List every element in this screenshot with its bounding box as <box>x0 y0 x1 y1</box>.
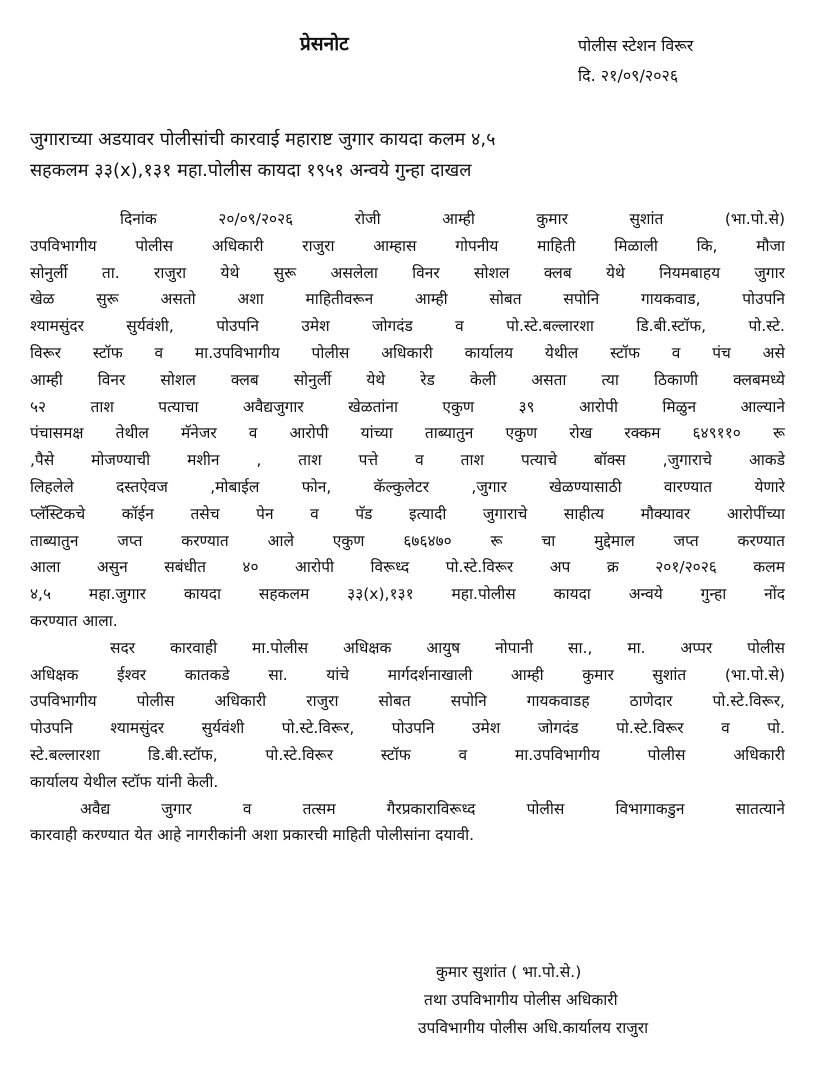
body-line: ५२ ताश पत्याचा अवैद्यजुगार खेळतांना एकुण ३९ आरोपी मिळुन आल्याने <box>30 397 785 416</box>
signatory-name: कुमार सुशांत ( भा.पो.से.) <box>436 963 582 981</box>
body-line: श्यामसुंदर सुर्यवंशी, पोउपनि उमेश जोगदंड व पो.स्टे.बल्लारशा डि.बी.स्टॉफ, पो.स्टे. <box>30 317 785 336</box>
body-line: ताब्यातुन जप्त करण्यात आले एकुण ६७६४७० रू चा मुद्देमाल जप्त करण्यात <box>30 531 785 550</box>
date-label: दि. २१/०९/२०२६ <box>578 66 679 85</box>
paragraph-3 <box>30 796 785 850</box>
headline <box>30 124 785 186</box>
body-line: पंचासमक्ष तेथील मॅनेजर व आरोपी यांच्या ताब्यातुन एकुण रोख रक्कम ६४९११० रू <box>30 424 785 443</box>
body-line: विरूर स्टॉफ व मा.उपविभागीय पोलीस अधिकारी कार्यालय येथील स्टॉफ व पंच असे <box>30 343 785 362</box>
body-line: कार्यालय येथील स्टॉफ यांनी केली. <box>30 772 219 791</box>
body-text <box>30 206 785 849</box>
body-line: सोनुर्ली ता. राजुरा येथे सुरू असलेला विनर सोशल क्लब येथे नियमबाहय जुगार <box>30 263 785 282</box>
signature-block <box>418 958 648 1042</box>
paragraph-2 <box>30 635 785 796</box>
body-line: आला असुन सबंधीत ४० आरोपी विरूध्द पो.स्टे.विरूर अप क्र २०१/२०२६ कलम <box>30 558 785 577</box>
body-line: दिनांक २०/०९/२०२६ रोजी आम्ही कुमार सुशांत (भा.पो.से) <box>120 210 785 228</box>
body-line: पोउपनि श्यामसुंदर सुर्यवंशी पो.स्टे.विरूर, पोउपनि उमेश जोगदंड पो.स्टे.विरूर व पो. <box>30 719 785 738</box>
body-line: स्टे.बल्लारशा डि.बी.स्टॉफ, पो.स्टे.विरूर स्टॉफ व मा.उपविभागीय पोलीस अधिकारी <box>30 745 785 764</box>
body-line: प्लॅस्टिकचे कॉईन तसेच पेन व पॅड इत्यादी जुगाराचे साहीत्य मौक्यावर आरोपींच्या <box>30 504 785 523</box>
body-line: आम्ही विनर सोशल क्लब सोनुर्ली येथे रेड केली असता त्या ठिकाणी क्लबमध्ये <box>30 370 785 389</box>
body-line: अवैद्य जुगार व तत्सम गैरप्रकाराविरूध्द पोलीस विभागाकडुन सातत्याने <box>80 799 785 818</box>
body-line: उपविभागीय पोलीस अधिकारी राजुरा सोबत सपोनि गायकवाडह ठाणेदार पो.स्टे.विरूर, <box>30 692 785 711</box>
body-line: सदर कारवाही मा.पोलीस अधिक्षक आयुष नोपानी सा., मा. अप्पर पोलीस <box>110 638 785 657</box>
body-line: ,पैसे मोजण्याची मशीन , ताश पत्ते व ताश पत्याचे बॉक्स ,जुगाराचे आकडे <box>30 451 785 470</box>
headline-line: जुगाराच्या अडयावर पोलीसांची कारवाई महाराष्ट जुगार कायदा कलम ४,५ <box>30 129 496 150</box>
signatory-office: उपविभागीय पोलीस अधि.कार्यालय राजुरा <box>418 1019 649 1037</box>
body-line: खेळ सुरू असतो अशा माहितीवरून आम्ही सोबत सपोनि गायकवाड, पोउपनि <box>30 290 785 309</box>
body-line: अधिक्षक ईश्वर कातकडे सा. यांचे मार्गदर्शनाखाली आम्ही कुमार सुशांत (भा.पो.से) <box>30 665 785 684</box>
body-line: ४,५ महा.जुगार कायदा सहकलम ३३(x),१३१ महा.पोलीस कायदा अन्वये गुन्हा नोंद <box>30 585 785 604</box>
body-line: लिहलेले दस्तऐवज ,मोबाईल फोन, कॅल्कुलेटर ,जुगार खेळण्यासाठी वारण्यात येणारे <box>30 477 785 496</box>
headline-line: सहकलम ३३(x),१३१ महा.पोलीस कायदा १९५१ अन्वये गुन्हा दाखल <box>30 160 472 181</box>
body-line: उपविभागीय पोलीस अधिकारी राजुरा आम्हास गोपनीय माहिती मिळाली कि, मौजा <box>30 236 785 255</box>
police-station-label: पोलीस स्टेशन विरूर <box>578 36 694 55</box>
signatory-designation: तथा उपविभागीय पोलीस अधिकारी <box>424 991 618 1009</box>
page-title: प्रेसनोट <box>300 33 349 55</box>
body-line: करण्यात आला. <box>30 611 118 630</box>
body-line: कारवाही करण्यात येत आहे नागरीकांनी अशा प्रकारची माहिती पोलीसांना दयावी. <box>30 826 475 845</box>
paragraph-1 <box>30 206 785 635</box>
